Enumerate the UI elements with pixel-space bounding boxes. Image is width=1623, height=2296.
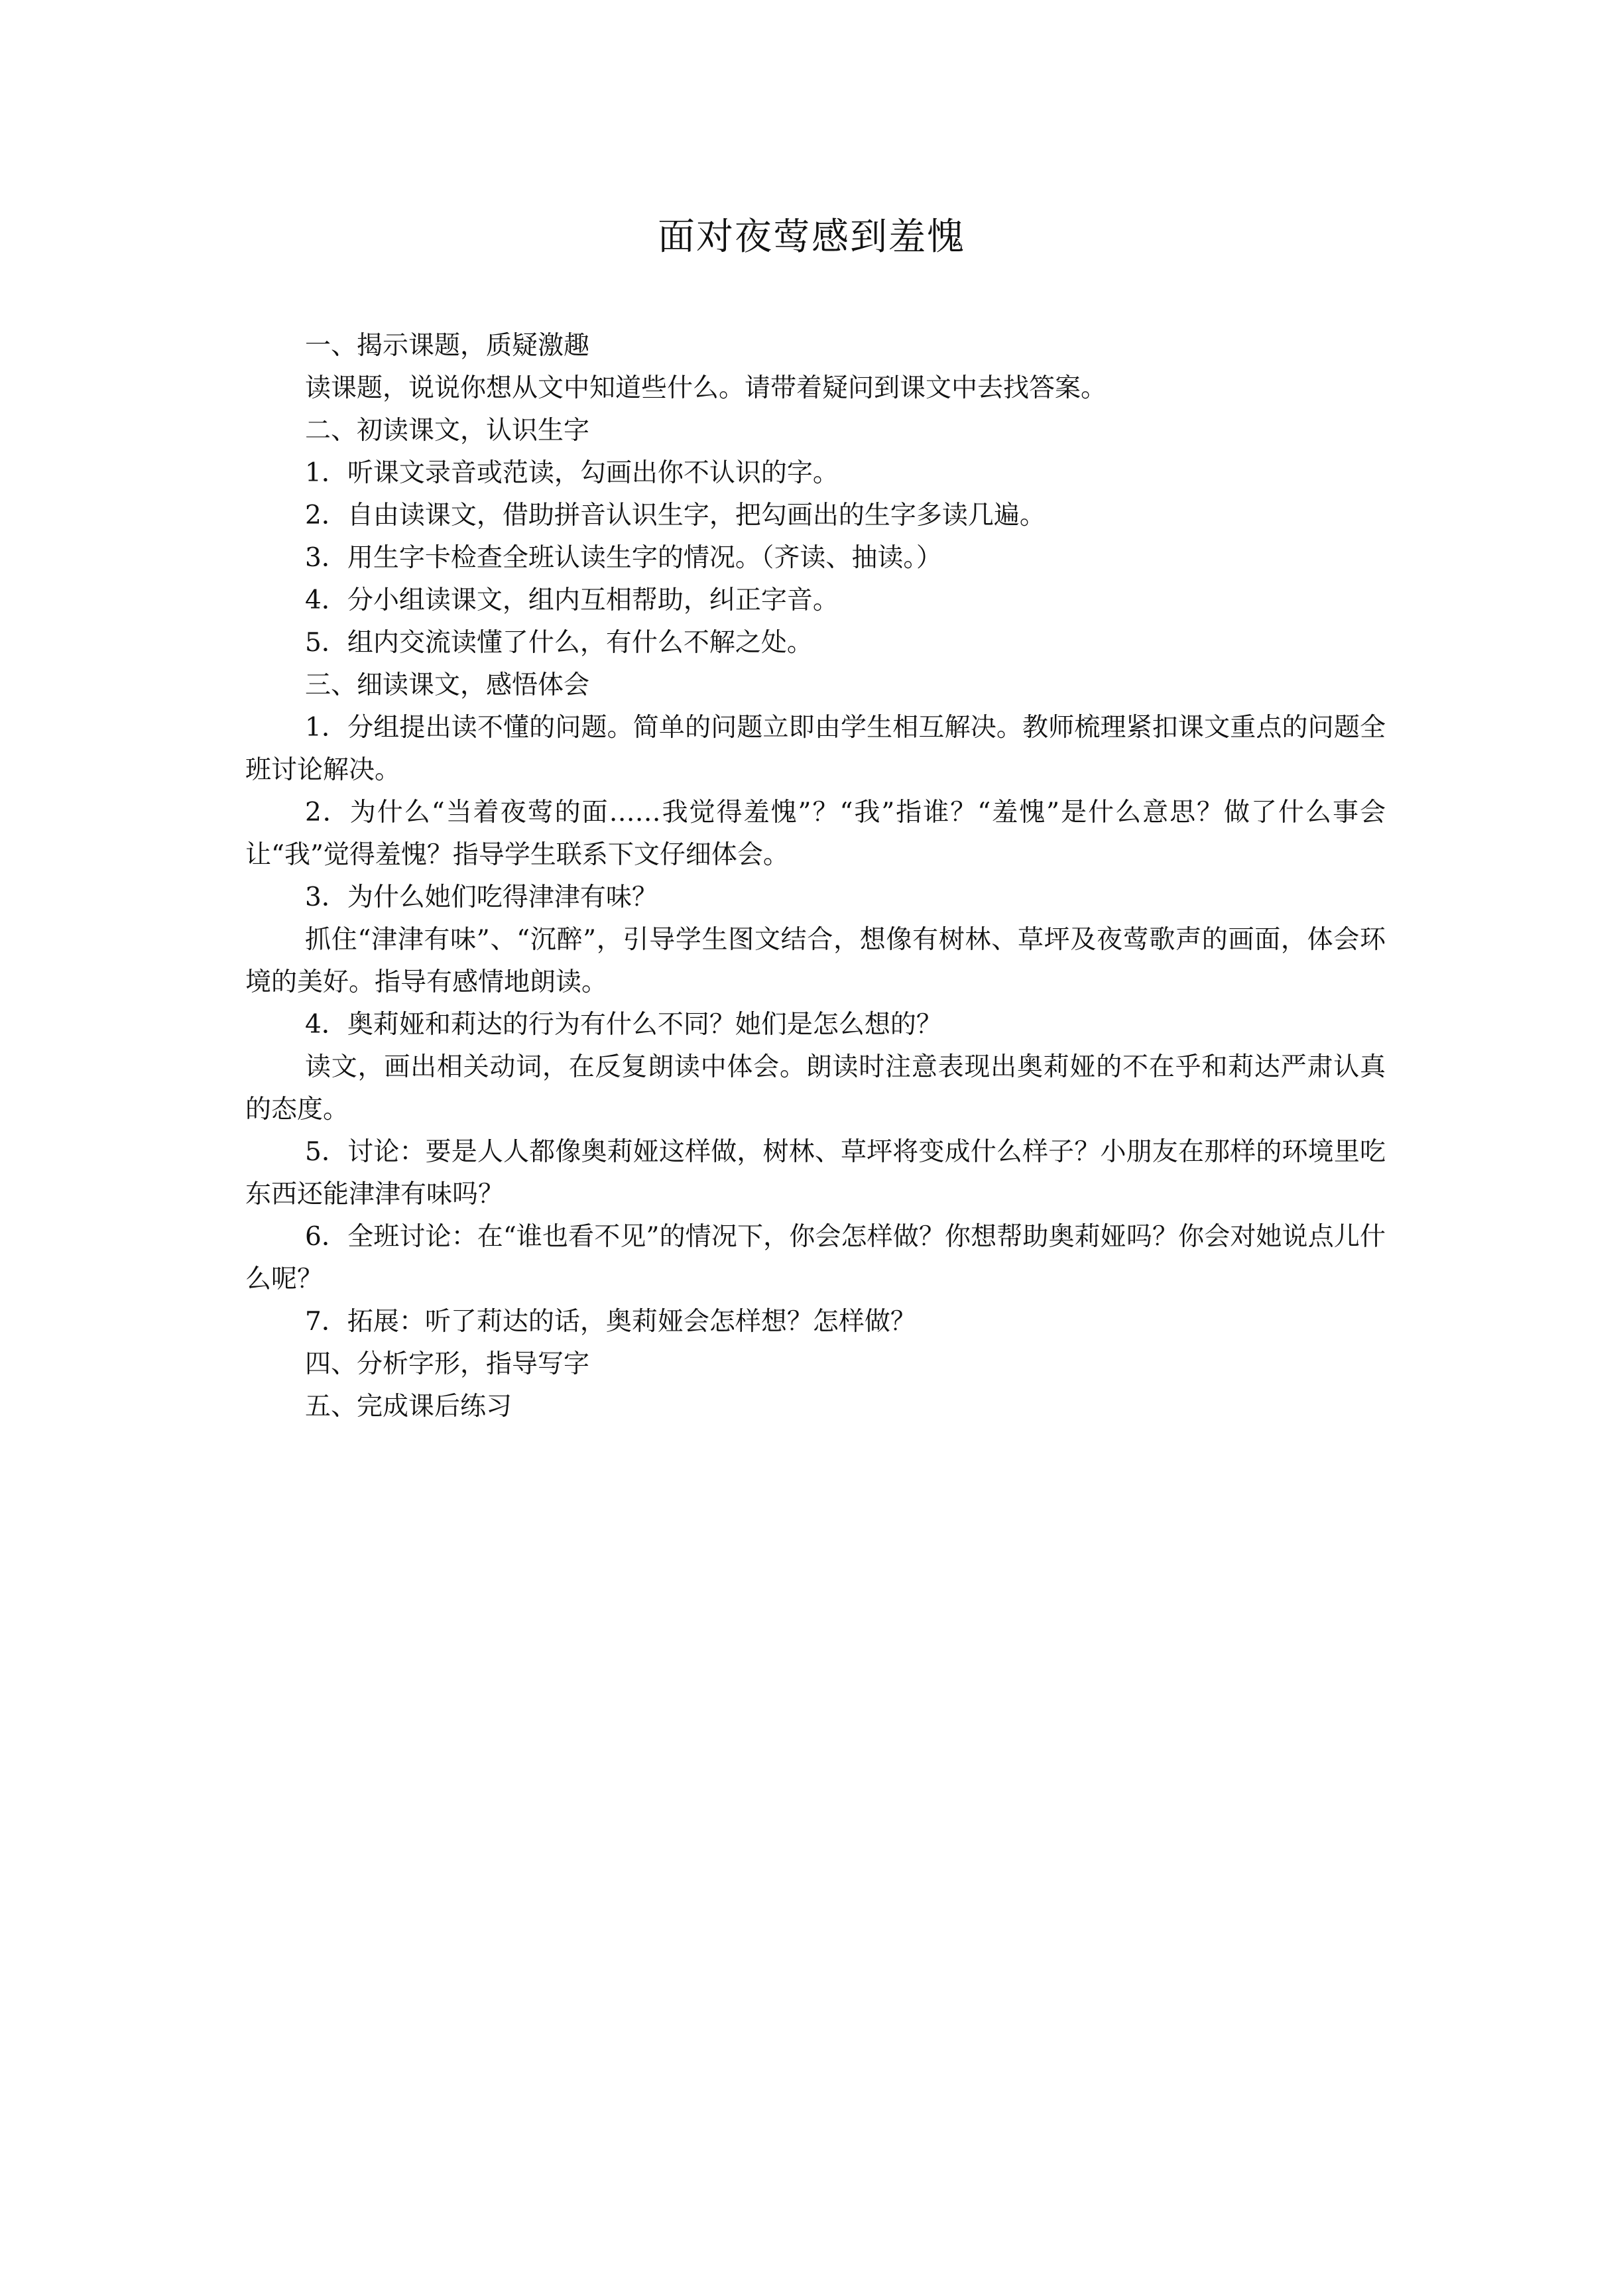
- document-body: [245, 325, 1386, 1428]
- section-heading-3: 三、细读课文，感悟体会: [305, 670, 590, 700]
- section-heading-2: 二、初读课文，认识生字: [305, 416, 590, 446]
- section-heading-4: 四、分析字形，指导写字: [305, 1349, 590, 1379]
- paragraph: 抓住“津津有味”、“沉醉”，引导学生图文结合，想像有树林、草坪及夜莺歌声的画面，体会环境的美好。指导有感情地朗读。: [245, 925, 1386, 997]
- list-item: 2．为什么“当着夜莺的面……我觉得羞愧”？“我”指谁？“羞愧”是什么意思？做了什么事会让“我”觉得羞愧？指导学生联系下文仔细体会。: [245, 798, 1386, 870]
- list-item: 2．自由读课文，借助拼音认识生字，把勾画出的生字多读几遍。: [305, 501, 1046, 530]
- list-item: 1．听课文录音或范读，勾画出你不认识的字。: [305, 458, 839, 488]
- list-item: 3．用生字卡检查全班认读生字的情况。（齐读、抽读。）: [305, 543, 942, 573]
- list-item: 7．拓展：听了莉达的话，奥莉娅会怎样想？怎样做？: [305, 1307, 916, 1337]
- list-item: 4．分小组读课文，组内互相帮助，纠正字音。: [305, 585, 839, 615]
- section-heading-1: 一、揭示课题，质疑激趣: [305, 331, 590, 361]
- list-item: 3．为什么她们吃得津津有味？: [305, 882, 658, 912]
- section-heading-5: 五、完成课后练习: [305, 1392, 512, 1421]
- paragraph: 读课题，说说你想从文中知道些什么。请带着疑问到课文中去找答案。: [305, 373, 1107, 403]
- paragraph: 读文，画出相关动词，在反复朗读中体会。朗读时注意表现出奥莉娅的不在乎和莉达严肃认真的态度。: [245, 1052, 1386, 1124]
- list-item: 4．奥莉娅和莉达的行为有什么不同？她们是怎么想的？: [305, 1010, 942, 1040]
- list-item: 6．全班讨论：在“谁也看不见”的情况下，你会怎样做？你想帮助奥莉娅吗？你会对她说点儿什么呢？: [245, 1222, 1386, 1294]
- document-title: 面对夜莺感到羞愧: [658, 215, 965, 259]
- list-item: 5．讨论：要是人人都像奥莉娅这样做，树林、草坪将变成什么样子？小朋友在那样的环境里吃东西还能津津有味吗？: [245, 1137, 1386, 1209]
- list-item: 1．分组提出读不懂的问题。简单的问题立即由学生相互解决。教师梳理紧扣课文重点的问题全班讨论解决。: [245, 713, 1386, 785]
- list-item: 5．组内交流读懂了什么，有什么不解之处。: [305, 628, 813, 658]
